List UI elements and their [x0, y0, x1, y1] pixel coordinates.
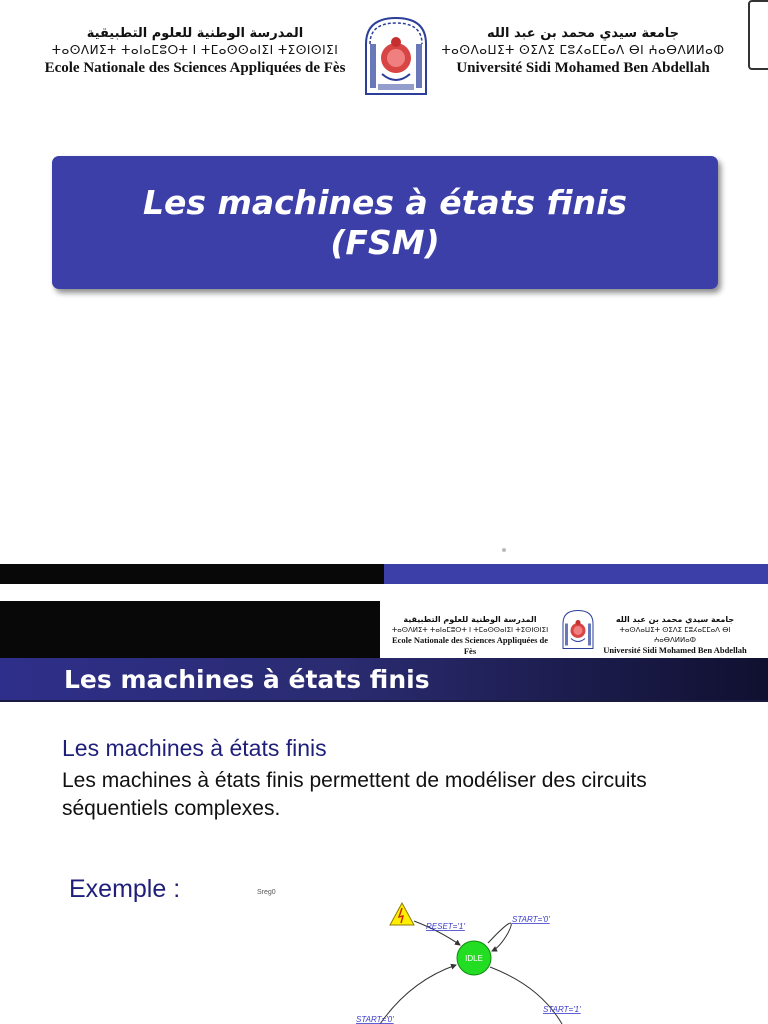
start-transition-out	[490, 967, 562, 1024]
decorative-dot	[502, 548, 506, 552]
fsm-diagram	[340, 891, 600, 1024]
school-name-arabic-small: المدرسة الوطنية للعلوم التطبيقية	[403, 615, 537, 624]
university-name-block-small	[600, 615, 750, 656]
self-loop-transition	[488, 923, 511, 951]
reset-transition-label: RESET='1'	[426, 922, 465, 931]
school-name-latin-small: Ecole Nationale des Sciences Appliquées de Fès	[391, 635, 549, 656]
school-name-block	[30, 26, 360, 77]
university-name-latin: Université Sidi Mohamed Ben Abdellah	[456, 60, 710, 76]
idle-state-label: IDLE	[465, 954, 483, 963]
example-label: Exemple :	[69, 875, 181, 903]
university-name-block	[438, 26, 728, 77]
header-black-block	[0, 601, 380, 659]
content-subtitle: Les machines à états finis	[62, 735, 327, 761]
university-name-latin-small: Université Sidi Mohamed Ben Abdellah	[603, 645, 747, 655]
university-emblem-icon	[360, 14, 432, 96]
footer-bar-blue	[384, 564, 768, 584]
state-register-label: Sreg0	[257, 889, 276, 896]
university-name-arabic-small: جامعة سيدي محمد بن عبد الله	[615, 615, 735, 624]
footer-bar-black	[0, 564, 384, 584]
section-title-band	[0, 658, 768, 702]
start-transition-out-label: START='1'	[543, 1005, 581, 1014]
slide-2	[0, 601, 768, 1024]
university-name-tifinagh: ⵜⴰⵙⴷⴰⵡⵉⵜ ⵙⵉⴷⵉ ⵎⵓⵃⴰⵎⵎⴰⴷ ⴱⵏ ⵄⴰⴱⴷⵍⵍⴰⵀ	[441, 43, 725, 57]
school-name-arabic: المدرسة الوطنية للعلوم التطبيقية	[86, 26, 304, 41]
title-box	[52, 156, 718, 289]
self-loop-label: START='0'	[512, 915, 550, 924]
start-transition-in-label: START='0'	[356, 1015, 394, 1024]
school-name-tifinagh: ⵜⴰⵙⴷⵍⵉⵜ ⵜⴰⵏⴰⵎⵓⵔⵜ ⵏ ⵜⵎⴰⵙⵙⴰⵏⵉⵏ ⵜⵉⵙⵏⵙⵏⵉⵏ	[51, 43, 339, 57]
section-title: Les machines à états finis	[64, 665, 430, 694]
title-line-1: Les machines à états finis	[142, 182, 628, 222]
university-emblem-icon	[560, 607, 596, 651]
university-name-arabic: جامعة سيدي محمد بن عبد الله	[486, 26, 680, 41]
edge-frame	[748, 0, 768, 70]
school-name-latin: Ecole Nationale des Sciences Appliquées de Fès	[44, 60, 346, 76]
school-name-tifinagh-small: ⵜⴰⵙⴷⵍⵉⵜ ⵜⴰⵏⴰⵎⵓⵔⵜ ⵏ ⵜⵎⴰⵙⵙⴰⵏⵉⵏ ⵜⵉⵙⵏⵙⵏⵉⵏ	[391, 626, 549, 634]
school-name-block-small	[390, 615, 550, 657]
slide-2-header	[380, 601, 768, 659]
title-line-2: (FSM)	[330, 222, 440, 262]
reset-lightning-icon	[390, 903, 414, 925]
content-body: Les machines à états finis permettent de modéliser des circuits séquentiels complexes.	[62, 769, 647, 820]
university-name-tifinagh-small: ⵜⴰⵙⴷⴰⵡⵉⵜ ⵙⵉⴷⵉ ⵎⵓⵃⴰⵎⵎⴰⴷ ⴱⵏ ⵄⴰⴱⴷⵍⵍⴰⵀ	[619, 626, 731, 644]
